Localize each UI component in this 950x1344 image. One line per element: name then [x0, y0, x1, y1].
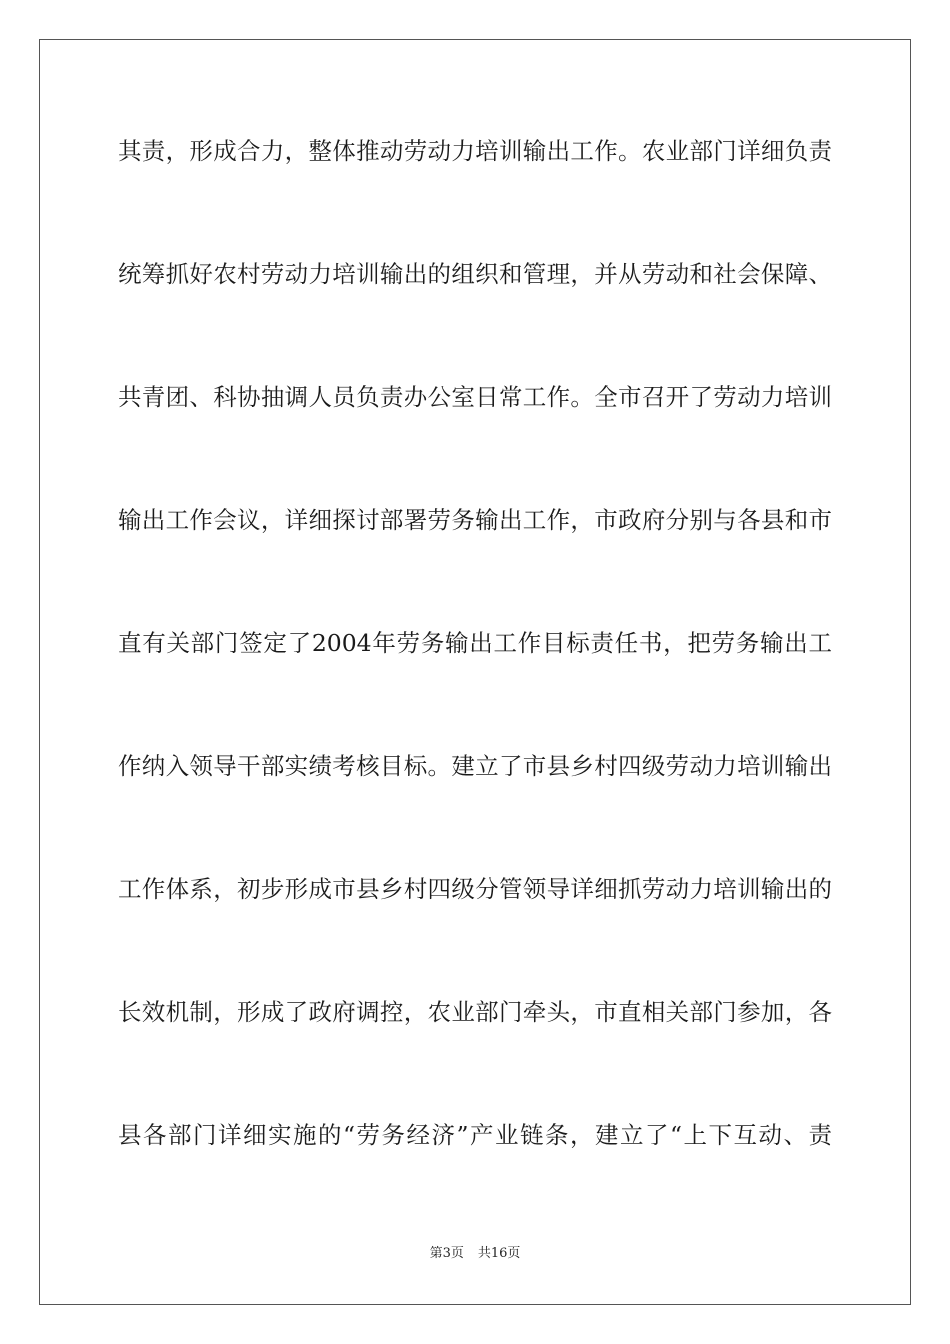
text-line-1: 其责，形成合力，整体推动劳动力培训输出工作。农业部门详细负责	[118, 137, 832, 165]
text-line-5: 直有关部门签定了2004年劳务输出工作目标责任书，把劳务输出工	[118, 629, 832, 657]
text-line-6: 作纳入领导干部实绩考核目标。建立了市县乡村四级劳动力培训输出	[118, 752, 832, 780]
page-footer	[0, 1245, 950, 1263]
current-page-number: 第3页	[429, 1246, 464, 1261]
text-line-2: 统筹抓好农村劳动力培训输出的组织和管理，并从劳动和社会保障、	[118, 260, 832, 288]
text-line-9: 县各部门详细实施的“劳务经济”产业链条，建立了“上下互动、责	[118, 1121, 832, 1149]
text-line-7: 工作体系，初步形成市县乡村四级分管领导详细抓劳动力培训输出的	[118, 875, 832, 903]
text-line-4: 输出工作会议，详细探讨部署劳务输出工作，市政府分别与各县和市	[118, 506, 832, 534]
text-line-8: 长效机制，形成了政府调控，农业部门牵头，市直相关部门参加，各	[118, 998, 832, 1026]
text-line-3: 共青团、科协抽调人员负责办公室日常工作。全市召开了劳动力培训	[118, 383, 832, 411]
total-page-count: 共16页	[477, 1246, 521, 1261]
